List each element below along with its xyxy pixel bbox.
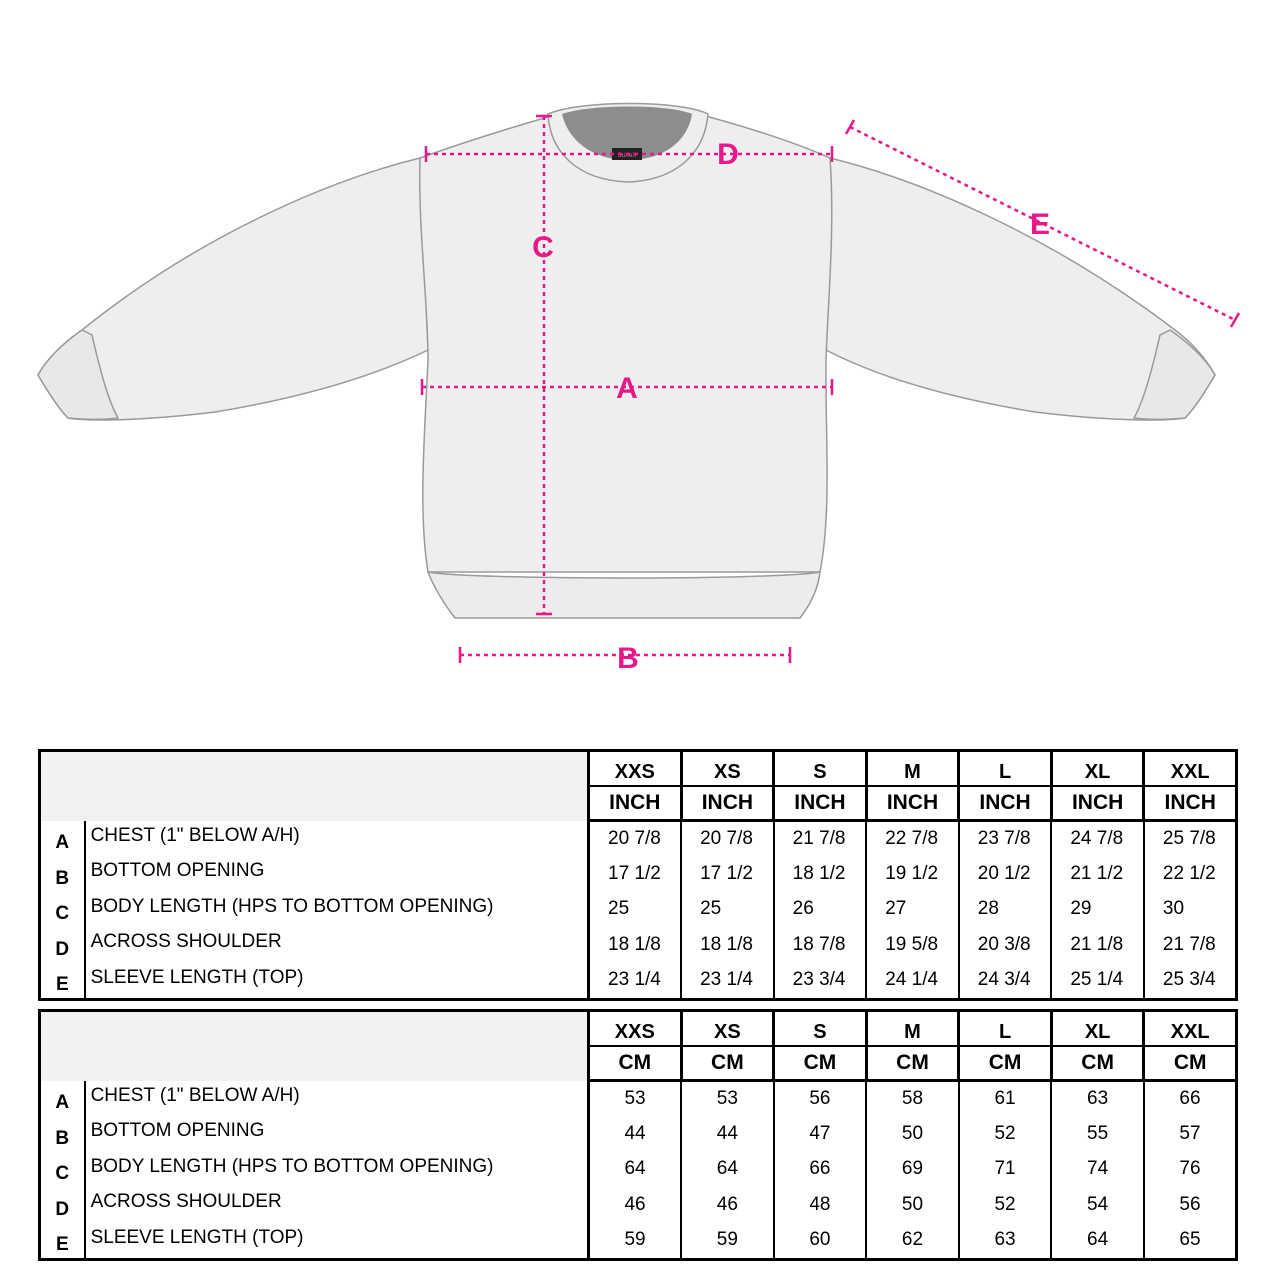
measure-value: 17 1/2 (608, 862, 661, 884)
table-row (40, 1152, 1237, 1188)
size-header: XS (681, 1011, 774, 1047)
size-header: L (959, 1011, 1052, 1047)
measure-value: 66 (774, 1152, 867, 1188)
measure-value: 21 7/8 (774, 821, 867, 857)
measure-value: 25 1/4 (1051, 963, 1144, 1000)
unit-header: CM (774, 1046, 867, 1081)
measure-value: 50 (866, 1187, 959, 1223)
unit-header: INCH (1144, 786, 1237, 821)
measure-value: 64 (624, 1158, 646, 1180)
measure-value: 50 (866, 1116, 959, 1152)
measure-value: 59 (624, 1229, 646, 1251)
measure-label: BODY LENGTH (HPS TO BOTTOM OPENING) (85, 1152, 589, 1188)
table-row (40, 927, 1237, 963)
measure-value: 44 (624, 1122, 646, 1144)
measure-value: 46 (681, 1187, 774, 1223)
measure-value: 53 (624, 1088, 646, 1109)
measure-letter: D (40, 927, 85, 963)
measure-letter: E (40, 963, 85, 1000)
unit-header: CM (866, 1046, 959, 1081)
measure-value: 63 (1051, 1081, 1144, 1117)
measure-value: 69 (866, 1152, 959, 1188)
measure-value: 65 (1144, 1223, 1237, 1260)
measure-value: 52 (959, 1187, 1052, 1223)
measure-value: 19 5/8 (866, 927, 959, 963)
size-header: XXL (1144, 751, 1237, 787)
unit-header: INCH (866, 786, 959, 821)
measure-value: 23 1/4 (608, 969, 661, 991)
table-row (40, 963, 1237, 1000)
measure-value: 20 3/8 (959, 927, 1052, 963)
measure-value: 22 1/2 (1144, 856, 1237, 892)
measure-label: ACROSS SHOULDER (85, 927, 589, 963)
measure-value: 47 (774, 1116, 867, 1152)
unit-header: CM (1144, 1046, 1237, 1081)
measure-label: SLEEVE LENGTH (TOP) (85, 1223, 589, 1260)
measure-value: 57 (1144, 1116, 1237, 1152)
measure-value: 29 (1051, 892, 1144, 928)
measure-value: 46 (624, 1193, 646, 1215)
measure-label: CHEST (1" BELOW A/H) (85, 821, 589, 857)
size-header: XS (681, 751, 774, 787)
measure-value: 76 (1144, 1152, 1237, 1188)
unit-header: CM (959, 1046, 1052, 1081)
measure-letter: C (40, 892, 85, 928)
measure-value: 21 1/8 (1051, 927, 1144, 963)
measure-value: 25 (681, 892, 774, 928)
measure-value: 20 7/8 (608, 828, 661, 849)
measure-value: 21 1/2 (1051, 856, 1144, 892)
label-e: E (1029, 208, 1051, 241)
size-table-inch (38, 749, 1238, 1001)
measure-value: 59 (681, 1223, 774, 1260)
size-header: M (866, 751, 959, 787)
measure-label: BODY LENGTH (HPS TO BOTTOM OPENING) (85, 892, 589, 928)
table-row (40, 821, 1237, 857)
measure-value: 17 1/2 (681, 856, 774, 892)
measure-letter: B (40, 856, 85, 892)
size-header: L (959, 751, 1052, 787)
measure-letter: B (40, 1116, 85, 1152)
label-d: D (717, 138, 739, 171)
measure-value: 24 3/4 (959, 963, 1052, 1000)
measure-value: 71 (959, 1152, 1052, 1188)
measure-value: 54 (1051, 1187, 1144, 1223)
measure-value: 64 (681, 1152, 774, 1188)
measure-label: CHEST (1" BELOW A/H) (85, 1081, 589, 1117)
unit-header: INCH (589, 786, 682, 821)
measure-value: 18 1/2 (774, 856, 867, 892)
size-header: S (774, 751, 867, 787)
label-a: A (616, 372, 638, 405)
size-header: XXL (1144, 1011, 1237, 1047)
table-row (40, 1223, 1237, 1260)
unit-header: CM (1051, 1046, 1144, 1081)
measure-value: 19 1/2 (866, 856, 959, 892)
measure-value: 30 (1144, 892, 1237, 928)
measure-letter: A (40, 1081, 85, 1117)
measure-value: 61 (959, 1081, 1052, 1117)
size-header: XL (1051, 751, 1144, 787)
measure-value: 18 7/8 (774, 927, 867, 963)
measure-value: 48 (774, 1187, 867, 1223)
measure-value: 23 7/8 (959, 821, 1052, 857)
size-header: XXS (589, 751, 682, 787)
measure-value: 62 (866, 1223, 959, 1260)
measure-value: 63 (959, 1223, 1052, 1260)
measure-value: 25 7/8 (1144, 821, 1237, 857)
measure-label: BOTTOM OPENING (85, 856, 589, 892)
hem-band (428, 572, 820, 618)
measure-label: ACROSS SHOULDER (85, 1187, 589, 1223)
measure-value: 23 3/4 (774, 963, 867, 1000)
measure-value: 74 (1051, 1152, 1144, 1188)
measure-value: 52 (959, 1116, 1052, 1152)
size-header: S (774, 1011, 867, 1047)
measure-value: 20 1/2 (959, 856, 1052, 892)
measure-value: 25 (608, 898, 630, 920)
table-row (40, 1116, 1237, 1152)
brand-tag-text: SuXeX (617, 153, 637, 159)
unit-header: INCH (774, 786, 867, 821)
measure-value: 28 (959, 892, 1052, 928)
measure-letter: A (40, 821, 85, 857)
size-header: M (866, 1011, 959, 1047)
measure-value: 26 (774, 892, 867, 928)
table-row (40, 1081, 1237, 1117)
measure-value: 25 3/4 (1144, 963, 1237, 1000)
measure-value: 58 (866, 1081, 959, 1117)
unit-header: CM (589, 1046, 682, 1081)
measure-value: 22 7/8 (866, 821, 959, 857)
measure-value: 60 (774, 1223, 867, 1260)
measure-value: 24 7/8 (1051, 821, 1144, 857)
label-c: C (532, 231, 554, 264)
measure-value: 23 1/4 (681, 963, 774, 1000)
measure-value: 55 (1051, 1116, 1144, 1152)
measure-value: 56 (1144, 1187, 1237, 1223)
header-blank (40, 1011, 589, 1081)
measure-value: 20 7/8 (681, 821, 774, 857)
table-row (40, 892, 1237, 928)
measure-value: 24 1/4 (866, 963, 959, 1000)
size-header: XXS (589, 1011, 682, 1047)
measure-label: BOTTOM OPENING (85, 1116, 589, 1152)
measure-value: 18 1/8 (608, 933, 661, 955)
measure-value: 56 (774, 1081, 867, 1117)
measure-letter: E (40, 1223, 85, 1260)
label-b: B (617, 642, 639, 675)
unit-header: CM (681, 1046, 774, 1081)
measure-letter: D (40, 1187, 85, 1223)
unit-header: INCH (1051, 786, 1144, 821)
unit-header: INCH (959, 786, 1052, 821)
measure-value: 18 1/8 (681, 927, 774, 963)
measure-value: 64 (1051, 1223, 1144, 1260)
unit-header: INCH (681, 786, 774, 821)
table-row (40, 856, 1237, 892)
measure-value: 44 (681, 1116, 774, 1152)
measure-value: 53 (681, 1081, 774, 1117)
size-header: XL (1051, 1011, 1144, 1047)
measure-value: 27 (866, 892, 959, 928)
size-table-cm (38, 1009, 1238, 1261)
table-row (40, 1187, 1237, 1223)
measure-value: 21 7/8 (1144, 927, 1237, 963)
measure-value: 66 (1144, 1081, 1237, 1117)
header-blank (40, 751, 589, 821)
measure-label: SLEEVE LENGTH (TOP) (85, 963, 589, 1000)
measure-letter: C (40, 1152, 85, 1188)
